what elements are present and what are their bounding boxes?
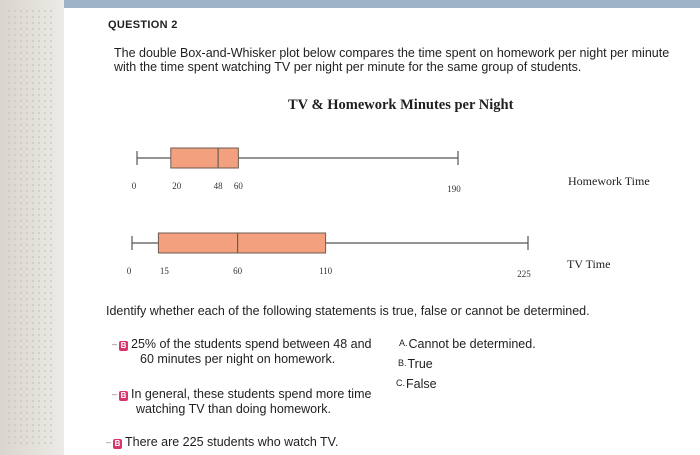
tick-label: 48	[213, 181, 223, 191]
tick-label: 15	[159, 266, 169, 276]
option-a: A.Cannot be determined.	[399, 337, 536, 351]
statement-text: There are 225 students who watch TV.	[125, 435, 339, 449]
tick-label: 0	[131, 181, 137, 191]
statement-text-cont: 60 minutes per night on homework.	[140, 352, 336, 366]
tick-label: 60	[233, 266, 243, 276]
option-b: B.True	[398, 357, 433, 371]
statement-text: In general, these students spend more time	[131, 387, 372, 401]
question-header: QUESTION 2	[108, 19, 178, 31]
tick-label: 110	[319, 266, 333, 276]
series-label-homework: Homework Time	[568, 174, 650, 188]
statement-1	[112, 337, 371, 367]
answer-badge[interactable]: B	[114, 439, 121, 448]
statement-3	[106, 435, 338, 450]
statement-text: 25% of the students spend between 48 and	[131, 337, 372, 351]
dropdown-icon[interactable]: –	[112, 389, 118, 399]
instructions-text: Identify whether each of the following statements is true, false or cannot be determined.	[106, 304, 590, 318]
answer-badge[interactable]: B	[120, 391, 127, 400]
answer-badge[interactable]: B	[120, 341, 127, 350]
option-c: C.False	[396, 377, 437, 391]
dropdown-icon[interactable]: –	[106, 437, 112, 447]
iqr-box	[171, 148, 239, 168]
tick-label: 0	[126, 266, 132, 276]
iqr-box	[158, 233, 325, 253]
chart-title: TV & Homework Minutes per Night	[288, 97, 514, 113]
question-intro: The double Box-and-Whisker plot below compares the time spent on homework per night per minute with the time spent watching TV per night per minute for the same group of students.	[114, 46, 670, 74]
tick-label: 225	[517, 269, 531, 279]
tick-label: 60	[233, 181, 243, 191]
series-label-tv: TV Time	[567, 257, 611, 271]
statement-text-cont: watching TV than doing homework.	[136, 402, 332, 416]
statement-2	[112, 387, 371, 417]
tick-label: 190	[447, 184, 461, 194]
dropdown-icon[interactable]: –	[112, 339, 118, 349]
tick-label: 20	[172, 181, 182, 191]
